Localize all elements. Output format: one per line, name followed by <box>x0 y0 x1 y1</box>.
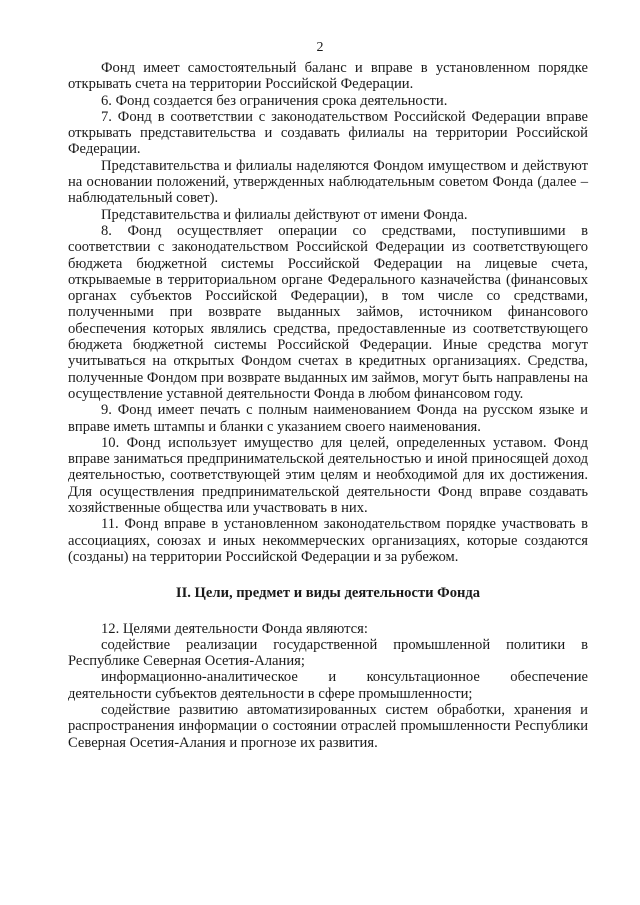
paragraph-11-associations: 11. Фонд вправе в установленном законодательством порядке участвовать в ассоциациях, союзах и иных некоммерческих организациях, которые создаются (созданы) на территории Российской Федерации и за рубежом. <box>68 516 588 565</box>
paragraph-7-branches: 7. Фонд в соответствии с законодательством Российской Федерации вправе открывать представительства и создавать филиалы на территории Российской Федерации. <box>68 108 588 158</box>
paragraph-branch-name: Представительства и филиалы действуют от имени Фонда. <box>101 206 468 223</box>
paragraph-12-goals: 12. Целями деятельности Фонда являются: <box>101 620 368 637</box>
paragraph-9-seal: 9. Фонд имеет печать с полным наименованием Фонда на русском языке и вправе иметь штампы и бланки с указанием своего наименования. <box>68 402 588 435</box>
paragraph-10-property-use: 10. Фонд использует имущество для целей, определенных уставом. Фонд вправе заниматься предпринимательской деятельностью и иной приносящей доход деятельностью, соответствующей этим целям и необходимой для их достижения. Для осуществления предпринимательской деятельности Фонд вправе создавать хозяйственные общества или участвовать в них. <box>68 434 588 517</box>
page-number: 2 <box>316 40 324 55</box>
goal-policy: содействие реализации государственной промышленной политики в Республике Северная Осетия-Алания; <box>68 636 588 670</box>
goal-information: информационно-аналитическое и консультационное обеспечение деятельности субъектов деятельности в сфере промышленности; <box>68 669 588 702</box>
goal-automation: содействие развитию автоматизированных систем обработки, хранения и распространения информации о состоянии отраслей промышленности Республики Северная Осетия-Алания и прогнозе их развития. <box>68 701 588 751</box>
document-body <box>68 60 588 751</box>
paragraph-6-term: 6. Фонд создается без ограничения срока деятельности. <box>101 92 448 109</box>
section-heading: II. Цели, предмет и виды деятельности Фонда <box>175 585 481 602</box>
paragraph-8-operations: 8. Фонд осуществляет операции со средствами, поступившими в соответствии с законодательством Российской Федерации из соответствующего бюджета бюджетной системы Российской Федерации на лицевые счета, открываемые в территориальном органе Федерального казначейства (финансовых органах субъектов Российской Федерации), в том числе со средствами, полученными при возврате выданных займов, источником финансового обеспечения которых являлись средства, предоставленные из соответствующего бюджета бюджетной системы Российской Федерации. Иные средства могут учитываться на открытых Фондом счетах в кредитных организациях. Средства, полученные Фондом при возврате выданных им займов, могут быть направлены на осуществление уставной деятельности Фонда в любом финансовом году. <box>68 222 588 402</box>
paragraph-balance: Фонд имеет самостоятельный баланс и вправе в установленном порядке открывать счета на территории Российской Федерации. <box>68 60 588 93</box>
paragraph-branch-property: Представительства и филиалы наделяются Фондом имуществом и действуют на основании положений, утвержденных наблюдательным советом Фонда (далее – наблюдательный совет). <box>68 157 588 207</box>
